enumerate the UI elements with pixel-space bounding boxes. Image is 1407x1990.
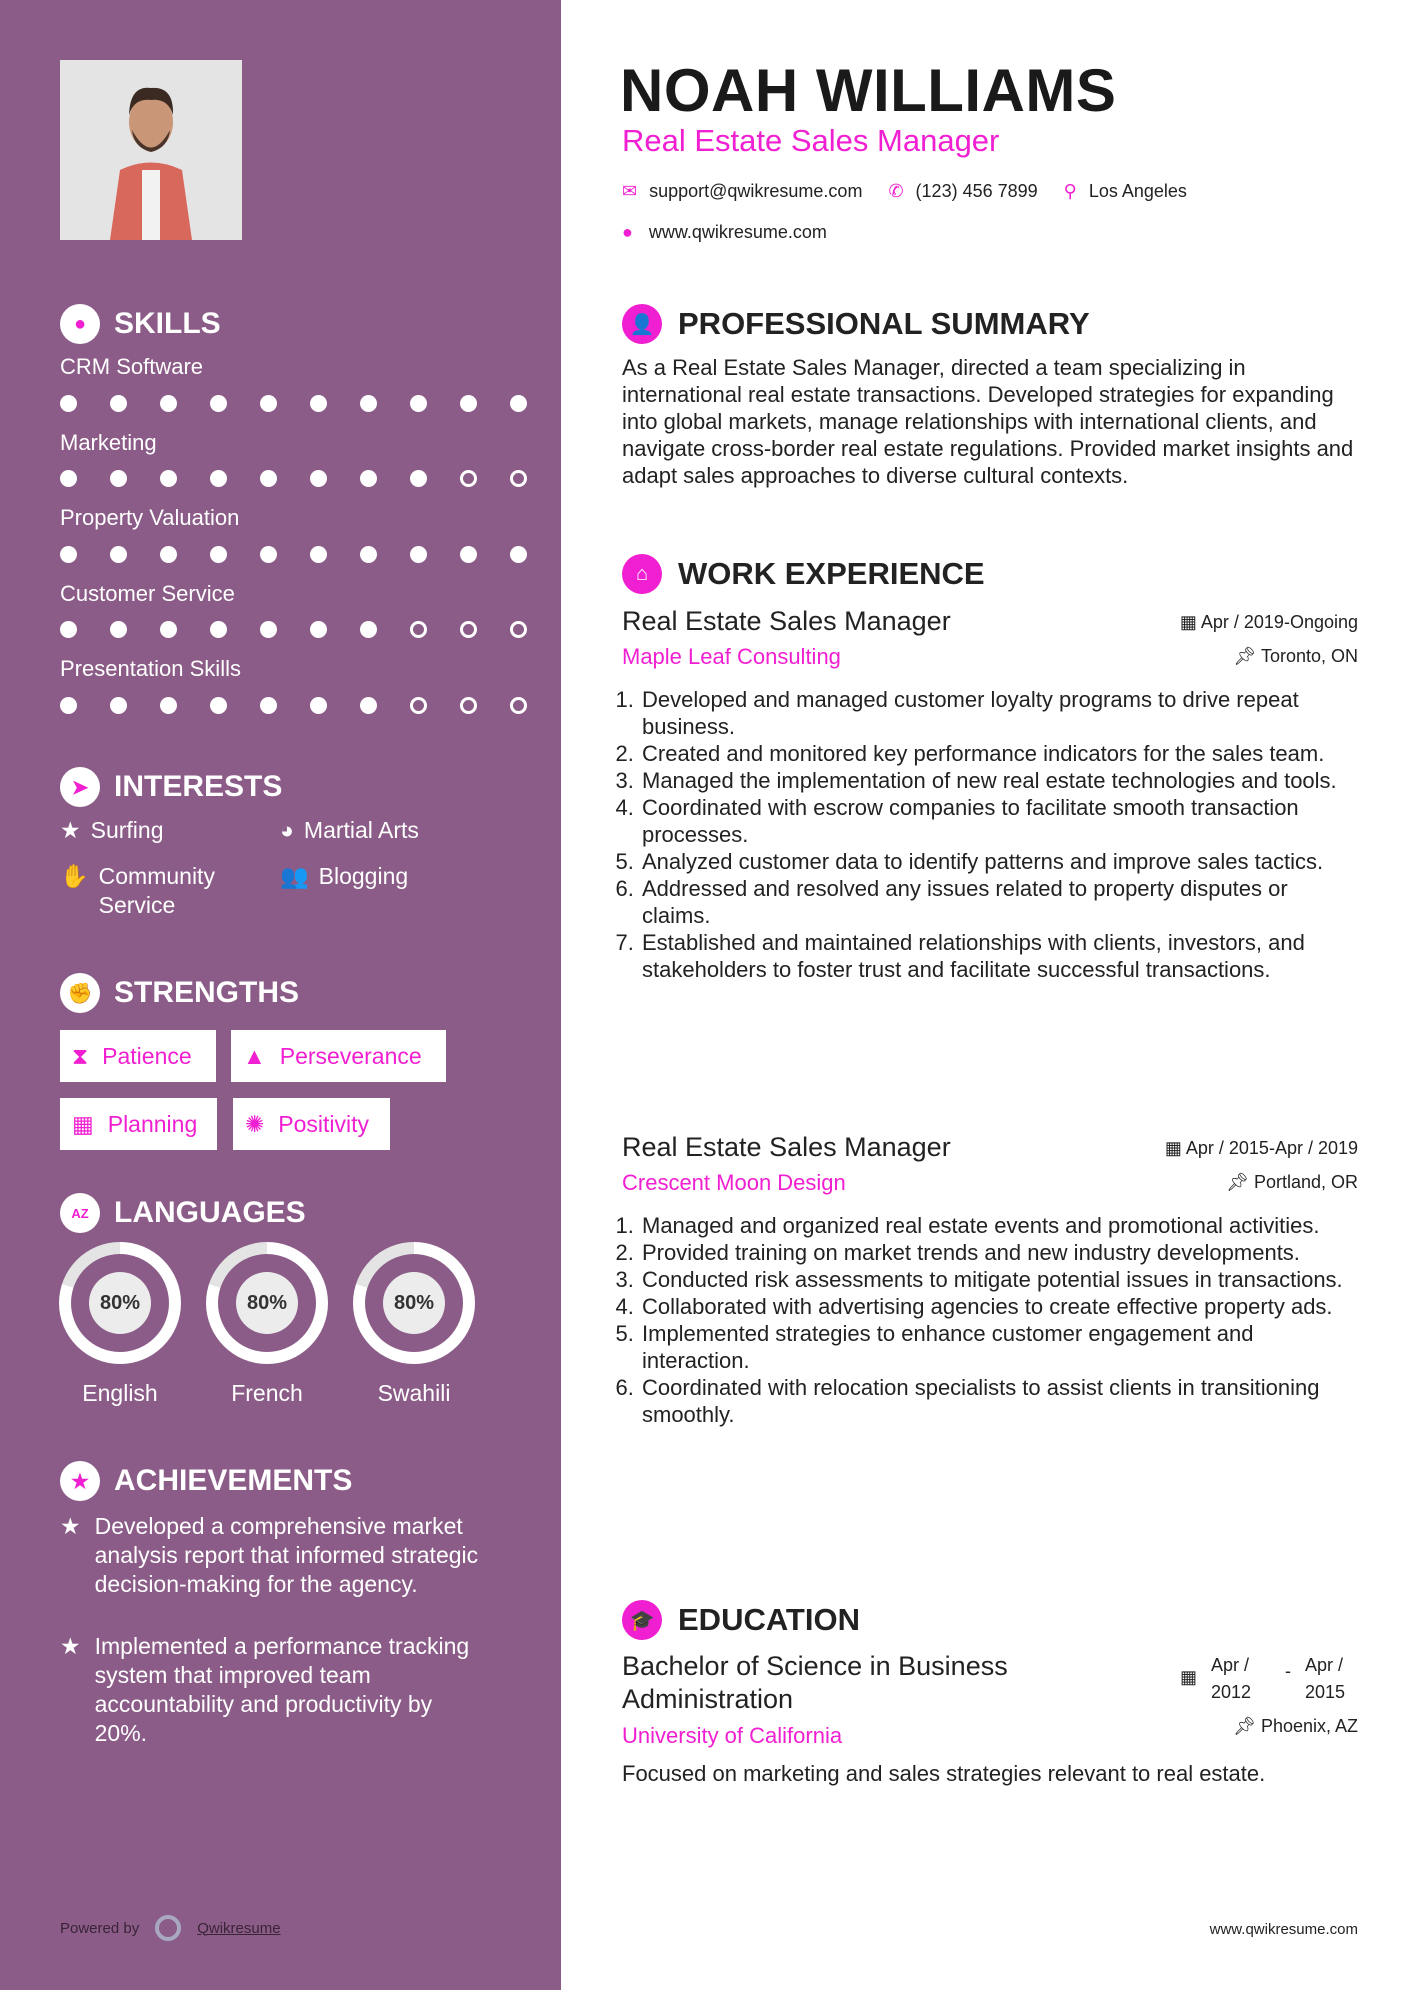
filled-dot	[210, 697, 227, 714]
work-heading: ⌂ WORK EXPERIENCE	[622, 554, 985, 594]
list-item: 7. Established and maintained relationships with clients, investors, and stakeholders to foster trust and facilitate successful transactions.	[640, 929, 1362, 983]
job-title: Real Estate Sales Manager	[622, 123, 1000, 158]
filled-dot	[160, 470, 177, 487]
list-item: 6. Coordinated with relocation specialists to assist clients in transitioning smoothly.	[640, 1374, 1362, 1428]
filled-dot	[210, 621, 227, 638]
filled-dot	[460, 546, 477, 563]
filled-dot	[260, 395, 277, 412]
filled-dot	[60, 470, 77, 487]
skill-rating	[60, 621, 527, 638]
list-item: 3. Conducted risk assessments to mitigate potential issues in transactions.	[640, 1266, 1362, 1293]
filled-dot	[510, 395, 527, 412]
list-item: 1. Developed and managed customer loyalty programs to drive repeat business.	[640, 686, 1362, 740]
language-ring	[59, 1242, 181, 1364]
qwikresume-logo-icon	[155, 1915, 181, 1941]
strength-chip: ▦ Planning	[60, 1098, 217, 1150]
globe-icon: ●	[622, 222, 633, 242]
list-item: 5. Implemented strategies to enhance customer engagement and interaction.	[640, 1320, 1362, 1374]
strengths-heading: ✊ STRENGTHS	[60, 973, 299, 1013]
job-position: Real Estate Sales Manager	[622, 1132, 951, 1162]
job-bullets	[622, 1212, 1362, 1428]
road-icon: ▲	[243, 1042, 266, 1069]
company: Maple Leaf Consulting	[622, 644, 841, 669]
list-item: 4. Coordinated with escrow companies to facilitate smooth transaction processes.	[640, 794, 1362, 848]
filled-dot	[310, 395, 327, 412]
strength-chip: ▲ Perseverance	[231, 1030, 446, 1082]
skill-label: Presentation Skills	[60, 656, 241, 681]
powered-by: Powered by Qwikresume	[60, 1915, 281, 1941]
filled-dot	[60, 621, 77, 638]
filled-dot	[160, 621, 177, 638]
calendar-icon: ▦	[1179, 612, 1197, 632]
empty-dot	[460, 621, 477, 638]
education-location: 📌︎ Phoenix, AZ	[1233, 1716, 1358, 1736]
empty-dot	[510, 470, 527, 487]
hand-icon: ✋	[60, 863, 89, 889]
degree: Bachelor of Science in Business Administration	[622, 1651, 1008, 1714]
filled-dot	[210, 546, 227, 563]
achievement-item: ★ Developed a comprehensive market analysis report that informed strategic decision-making for the agency.	[60, 1513, 479, 1597]
filled-dot	[260, 621, 277, 638]
skills-heading: ● SKILLS	[60, 304, 221, 344]
filled-dot	[360, 621, 377, 638]
filled-dot	[110, 470, 127, 487]
filled-dot	[310, 621, 327, 638]
filled-dot	[410, 546, 427, 563]
empty-dot	[410, 697, 427, 714]
school: University of California	[622, 1723, 843, 1748]
filled-dot	[160, 697, 177, 714]
filled-dot	[60, 395, 77, 412]
language-name: French	[231, 1380, 303, 1406]
company: Crescent Moon Design	[622, 1170, 846, 1195]
filled-dot	[260, 470, 277, 487]
contact-row	[622, 181, 1187, 202]
skill-label: Property Valuation	[60, 505, 240, 530]
filled-dot	[110, 621, 127, 638]
filled-dot	[160, 395, 177, 412]
job-position: Real Estate Sales Manager	[622, 606, 951, 636]
lightbulb-icon: ●	[60, 304, 100, 344]
interest-item: 👥 Blogging	[280, 863, 409, 889]
language-ring	[206, 1242, 328, 1364]
filled-dot	[310, 697, 327, 714]
empty-dot	[460, 697, 477, 714]
filled-dot	[110, 395, 127, 412]
skill-rating	[60, 395, 527, 412]
pin-icon: 📌︎	[1233, 646, 1257, 666]
filled-dot	[360, 546, 377, 563]
interests-heading: ➤ INTERESTS	[60, 767, 282, 807]
filled-dot	[60, 697, 77, 714]
date-separator: -	[1285, 1661, 1292, 1681]
profile-photo	[60, 60, 242, 240]
skill-rating	[60, 697, 527, 714]
filled-dot	[260, 546, 277, 563]
education-dates: ▦ Apr / 2012 - Apr / 2015	[1180, 1652, 1365, 1706]
empty-dot	[510, 697, 527, 714]
job-bullets	[622, 686, 1362, 983]
phone-icon: ✆	[888, 181, 904, 201]
filled-dot	[260, 697, 277, 714]
list-item: 2. Created and monitored key performance indicators for the sales team.	[640, 740, 1362, 767]
job-dates: ▦ Apr / 2019-Ongoing	[1179, 612, 1358, 632]
globe-icon: ◕	[280, 817, 294, 843]
list-item: 4. Collaborated with advertising agencies to create effective property ads.	[640, 1293, 1362, 1320]
filled-dot	[360, 697, 377, 714]
map-pin-icon: ⚲	[1063, 181, 1077, 201]
language-ring	[353, 1242, 475, 1364]
sidebar	[0, 0, 561, 1990]
footer-url[interactable]: www.qwikresume.com	[1209, 1921, 1358, 1938]
filled-dot	[160, 546, 177, 563]
empty-dot	[460, 470, 477, 487]
envelope-icon: ✉	[622, 181, 638, 201]
filled-dot	[210, 395, 227, 412]
paper-plane-icon: ➤	[60, 767, 100, 807]
website[interactable]: www.qwikresume.com	[648, 222, 827, 242]
qwikresume-link[interactable]: Qwikresume	[197, 1919, 281, 1937]
chair-icon: ⌂	[622, 554, 662, 594]
filled-dot	[510, 546, 527, 563]
filled-dot	[210, 470, 227, 487]
pin-icon: 📌︎	[1233, 1716, 1256, 1736]
pin-icon: 📌︎	[1226, 1172, 1249, 1192]
user-icon: 👤	[622, 304, 662, 344]
sun-icon: ✺	[245, 1110, 265, 1137]
strength-chip: ⧗ Patience	[60, 1030, 216, 1082]
location: Los Angeles	[1088, 181, 1187, 201]
shooting-star-icon: ★	[60, 1513, 81, 1539]
skill-label: Customer Service	[60, 581, 235, 606]
website-row	[622, 222, 827, 243]
filled-dot	[460, 395, 477, 412]
summary-text: As a Real Estate Sales Manager, directed a team specializing in international real estate transactions. Developed strategies for expanding into global markets, manage relationships with international clients, and navigate cross-border real estate regulations. Provided market insights and adapt sales approaches to diverse cultural contexts.	[622, 355, 1354, 488]
empty-dot	[510, 621, 527, 638]
hourglass-icon: ⧗	[72, 1042, 89, 1069]
list-item: 1. Managed and organized real estate events and promotional activities.	[640, 1212, 1362, 1239]
skill-rating	[60, 470, 527, 487]
list-item: 6. Addressed and resolved any issues related to property disputes or claims.	[640, 875, 1362, 929]
interest-item: ◕ Martial Arts	[280, 817, 419, 843]
skill-label: CRM Software	[60, 354, 204, 379]
language-percent: 80%	[236, 1272, 298, 1334]
language-name: Swahili	[377, 1380, 451, 1406]
calendar-icon: ▦	[1180, 1667, 1198, 1687]
list-item: 3. Managed the implementation of new real estate technologies and tools.	[640, 767, 1362, 794]
translate-icon: AZ	[60, 1193, 100, 1233]
filled-dot	[360, 470, 377, 487]
filled-dot	[310, 470, 327, 487]
empty-dot	[410, 621, 427, 638]
languages-heading: AZ LANGUAGES	[60, 1193, 306, 1233]
star-icon: ★	[60, 817, 81, 843]
education-heading: 🎓 EDUCATION	[622, 1600, 860, 1640]
interest-item: ✋ Community Service	[60, 863, 215, 918]
achievement-item: ★ Implemented a performance tracking system that improved team accountability and productivity by 20%.	[60, 1633, 470, 1746]
interest-item: ★ Surfing	[60, 817, 164, 843]
filled-dot	[110, 546, 127, 563]
strength-chip: ✺ Positivity	[233, 1098, 390, 1150]
candidate-name: NOAH WILLIAMS	[620, 57, 1117, 124]
language-percent: 80%	[89, 1272, 151, 1334]
graduate-icon: 🎓	[622, 1600, 662, 1640]
job-location: 📌︎ Toronto, ON	[1233, 646, 1358, 666]
fist-icon: ✊	[60, 973, 100, 1013]
shooting-star-icon: ★	[60, 1461, 100, 1501]
language-percent: 80%	[383, 1272, 445, 1334]
list-item: 5. Analyzed customer data to identify patterns and improve sales tactics.	[640, 848, 1362, 875]
filled-dot	[310, 546, 327, 563]
achievements-heading: ★ ACHIEVEMENTS	[60, 1461, 352, 1501]
shooting-star-icon: ★	[60, 1633, 81, 1659]
filled-dot	[410, 395, 427, 412]
filled-dot	[410, 470, 427, 487]
phone[interactable]: (123) 456 7899	[915, 181, 1038, 201]
job-location: 📌︎ Portland, OR	[1226, 1172, 1358, 1192]
education-description: Focused on marketing and sales strategies relevant to real estate.	[622, 1761, 1266, 1786]
calendar-icon: ▦	[72, 1110, 94, 1137]
filled-dot	[110, 697, 127, 714]
summary-heading: 👤 PROFESSIONAL SUMMARY	[622, 304, 1090, 344]
language-name: English	[82, 1380, 158, 1406]
email[interactable]: support@qwikresume.com	[649, 181, 863, 201]
filled-dot	[60, 546, 77, 563]
list-item: 2. Provided training on market trends and new industry developments.	[640, 1239, 1362, 1266]
calendar-icon: ▦	[1164, 1138, 1182, 1158]
skill-label: Marketing	[60, 430, 157, 455]
skill-rating	[60, 546, 527, 563]
users-icon: 👥	[280, 863, 309, 889]
filled-dot	[360, 395, 377, 412]
job-dates: ▦ Apr / 2015-Apr / 2019	[1164, 1138, 1358, 1158]
